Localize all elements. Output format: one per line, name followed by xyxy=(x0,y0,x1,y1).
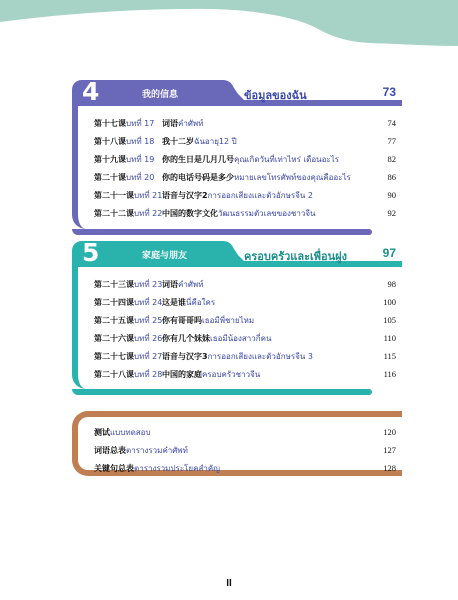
lesson-title-chinese: 词语 xyxy=(162,118,178,128)
unit-5-section xyxy=(72,238,402,389)
lesson-row-18[interactable] xyxy=(94,132,402,150)
lesson-row-21[interactable] xyxy=(94,186,402,204)
lesson-title-chinese: 语音与汉字2 xyxy=(162,190,208,200)
appendix-page-number: 120 xyxy=(383,427,396,437)
lesson-number-thai: บทที่ 17 xyxy=(126,118,155,128)
lesson-title-chinese: 我十二岁 xyxy=(162,136,194,146)
lesson-title-thai: วัฒนธรรมตัวเลขของชาวจีน xyxy=(218,208,316,218)
lesson-title-thai: คำศัพท์ xyxy=(178,118,204,128)
lesson-title-thai: การออกเสียงและตัวอักษรจีน 2 xyxy=(207,190,313,200)
lesson-page-number: 100 xyxy=(383,297,396,307)
unit-4-lesson-list xyxy=(72,106,402,229)
unit-4-section xyxy=(72,77,402,229)
lesson-row-23[interactable] xyxy=(94,275,402,293)
lesson-number-thai: บทที่ 26 xyxy=(134,333,163,343)
lesson-row-19[interactable] xyxy=(94,150,402,168)
lesson-page-number: 74 xyxy=(387,118,396,128)
unit-4-header[interactable] xyxy=(72,77,402,106)
appendix-title-thai: ตารางรวมประโยคสำคัญ xyxy=(134,463,220,473)
appendix-row-key-sentences[interactable] xyxy=(94,459,402,477)
unit-number: 5 xyxy=(82,238,100,267)
lesson-page-number: 92 xyxy=(387,208,396,218)
top-wave-decoration xyxy=(0,0,458,50)
appendix-row-vocabulary[interactable] xyxy=(94,441,402,459)
appendix-page-number: 127 xyxy=(383,445,396,455)
lesson-number-chinese: 第十八课 xyxy=(94,136,126,146)
unit-5-banner xyxy=(72,238,402,267)
lesson-number-chinese: 第二十四课 xyxy=(94,297,134,307)
lesson-title-thai: นี่คือใคร xyxy=(186,297,216,307)
lesson-number-chinese: 第二十六课 xyxy=(94,333,134,343)
lesson-number-thai: บทที่ 28 xyxy=(134,369,163,379)
lesson-number-chinese: 第二十八课 xyxy=(94,369,134,379)
lesson-title-chinese: 语音与汉字3 xyxy=(162,351,208,361)
lesson-row-17[interactable] xyxy=(94,114,402,132)
lesson-page-number: 90 xyxy=(387,190,396,200)
lesson-row-24[interactable] xyxy=(94,293,402,311)
appendix-title-thai: แบบทดสอบ xyxy=(110,427,151,437)
lesson-title-thai: การออกเสียงและตัวอักษรจีน 3 xyxy=(207,351,313,361)
lesson-title-thai: ฉันอายุ12 ปี xyxy=(194,136,237,146)
lesson-number-chinese: 第十九课 xyxy=(94,154,126,164)
lesson-title-chinese: 中国的家庭 xyxy=(162,369,202,379)
lesson-number-thai: บทที่ 19 xyxy=(126,154,155,164)
lesson-title-thai: เธอมีพี่ชายไหม xyxy=(202,315,255,325)
lesson-page-number: 86 xyxy=(387,172,396,182)
lesson-number-thai: บทที่ 25 xyxy=(134,315,163,325)
lesson-number-chinese: 第二十一课 xyxy=(94,190,134,200)
lesson-title-thai: หมายเลขโทรศัพท์ของคุณคืออะไร xyxy=(234,172,351,182)
lesson-row-25[interactable] xyxy=(94,311,402,329)
appendix-section xyxy=(72,411,402,476)
lesson-number-thai: บทที่ 24 xyxy=(134,297,163,307)
unit-4-banner xyxy=(72,77,402,106)
unit-page-number: 73 xyxy=(382,85,396,99)
lesson-number-thai: บทที่ 20 xyxy=(126,172,155,182)
unit-number: 4 xyxy=(82,77,100,106)
appendix-page-number: 128 xyxy=(383,463,396,473)
lesson-number-thai: บทที่ 21 xyxy=(134,190,163,200)
appendix-title-thai: ตารางรวมคำศัพท์ xyxy=(126,445,188,455)
unit-5-lesson-list xyxy=(72,267,402,389)
appendix-row-test[interactable] xyxy=(94,423,402,441)
lesson-title-chinese: 你有哥哥吗 xyxy=(162,315,202,325)
unit-4-bottom-bar xyxy=(72,229,372,235)
lesson-title-chinese: 你的生日是几月几号 xyxy=(162,154,234,164)
lesson-title-thai: คำศัพท์ xyxy=(178,279,204,289)
lesson-number-chinese: 第十七课 xyxy=(94,118,126,128)
lesson-row-20[interactable] xyxy=(94,168,402,186)
lesson-page-number: 116 xyxy=(383,369,396,379)
appendix-title-chinese: 关键句总表 xyxy=(94,463,134,473)
lesson-page-number: 77 xyxy=(387,136,396,146)
lesson-title-thai: เธอมีน้องสาวกี่คน xyxy=(210,333,272,343)
lesson-row-22[interactable] xyxy=(94,204,402,222)
lesson-page-number: 98 xyxy=(387,279,396,289)
lesson-row-27[interactable] xyxy=(94,347,402,365)
lesson-number-chinese: 第二十五课 xyxy=(94,315,134,325)
lesson-page-number: 82 xyxy=(387,154,396,164)
lesson-number-chinese: 第二十课 xyxy=(94,172,126,182)
appendix-title-chinese: 词语总表 xyxy=(94,445,126,455)
appendix-title-chinese: 测试 xyxy=(94,427,110,437)
lesson-title-thai: ครอบครัวชาวจีน xyxy=(202,369,261,379)
unit-5-bottom-bar xyxy=(72,389,372,395)
lesson-page-number: 110 xyxy=(383,333,396,343)
lesson-title-chinese: 这是谁 xyxy=(162,297,186,307)
lesson-title-chinese: 你有几个妹妹 xyxy=(162,333,210,343)
lesson-number-chinese: 第二十三课 xyxy=(94,279,134,289)
lesson-number-chinese: 第二十二课 xyxy=(94,208,134,218)
lesson-page-number: 105 xyxy=(383,315,396,325)
lesson-number-chinese: 第二十七课 xyxy=(94,351,134,361)
lesson-number-thai: บทที่ 23 xyxy=(134,279,163,289)
lesson-title-chinese: 中国的数字文化 xyxy=(162,208,218,218)
unit-page-number: 97 xyxy=(382,246,396,260)
lesson-number-thai: บทที่ 27 xyxy=(134,351,163,361)
lesson-number-thai: บทที่ 22 xyxy=(134,208,163,218)
unit-title-thai: ข้อมูลของฉัน xyxy=(244,89,307,102)
page-number: II xyxy=(226,578,232,589)
lesson-row-28[interactable] xyxy=(94,365,402,383)
unit-title-chinese: 家庭与朋友 xyxy=(142,251,188,261)
lesson-number-thai: บทที่ 18 xyxy=(126,136,155,146)
lesson-row-26[interactable] xyxy=(94,329,402,347)
unit-title-thai: ครอบครัวและเพื่อนฝูง xyxy=(244,250,347,263)
lesson-page-number: 115 xyxy=(383,351,396,361)
lesson-title-chinese: 你的电话号码是多少 xyxy=(162,172,234,182)
lesson-title-chinese: 词语 xyxy=(162,279,178,289)
unit-5-header[interactable] xyxy=(72,238,402,267)
unit-title-chinese: 我的信息 xyxy=(142,90,179,100)
lesson-title-thai: คุณเกิดวันที่เท่าไหร่ เดือนอะไร xyxy=(234,154,340,164)
